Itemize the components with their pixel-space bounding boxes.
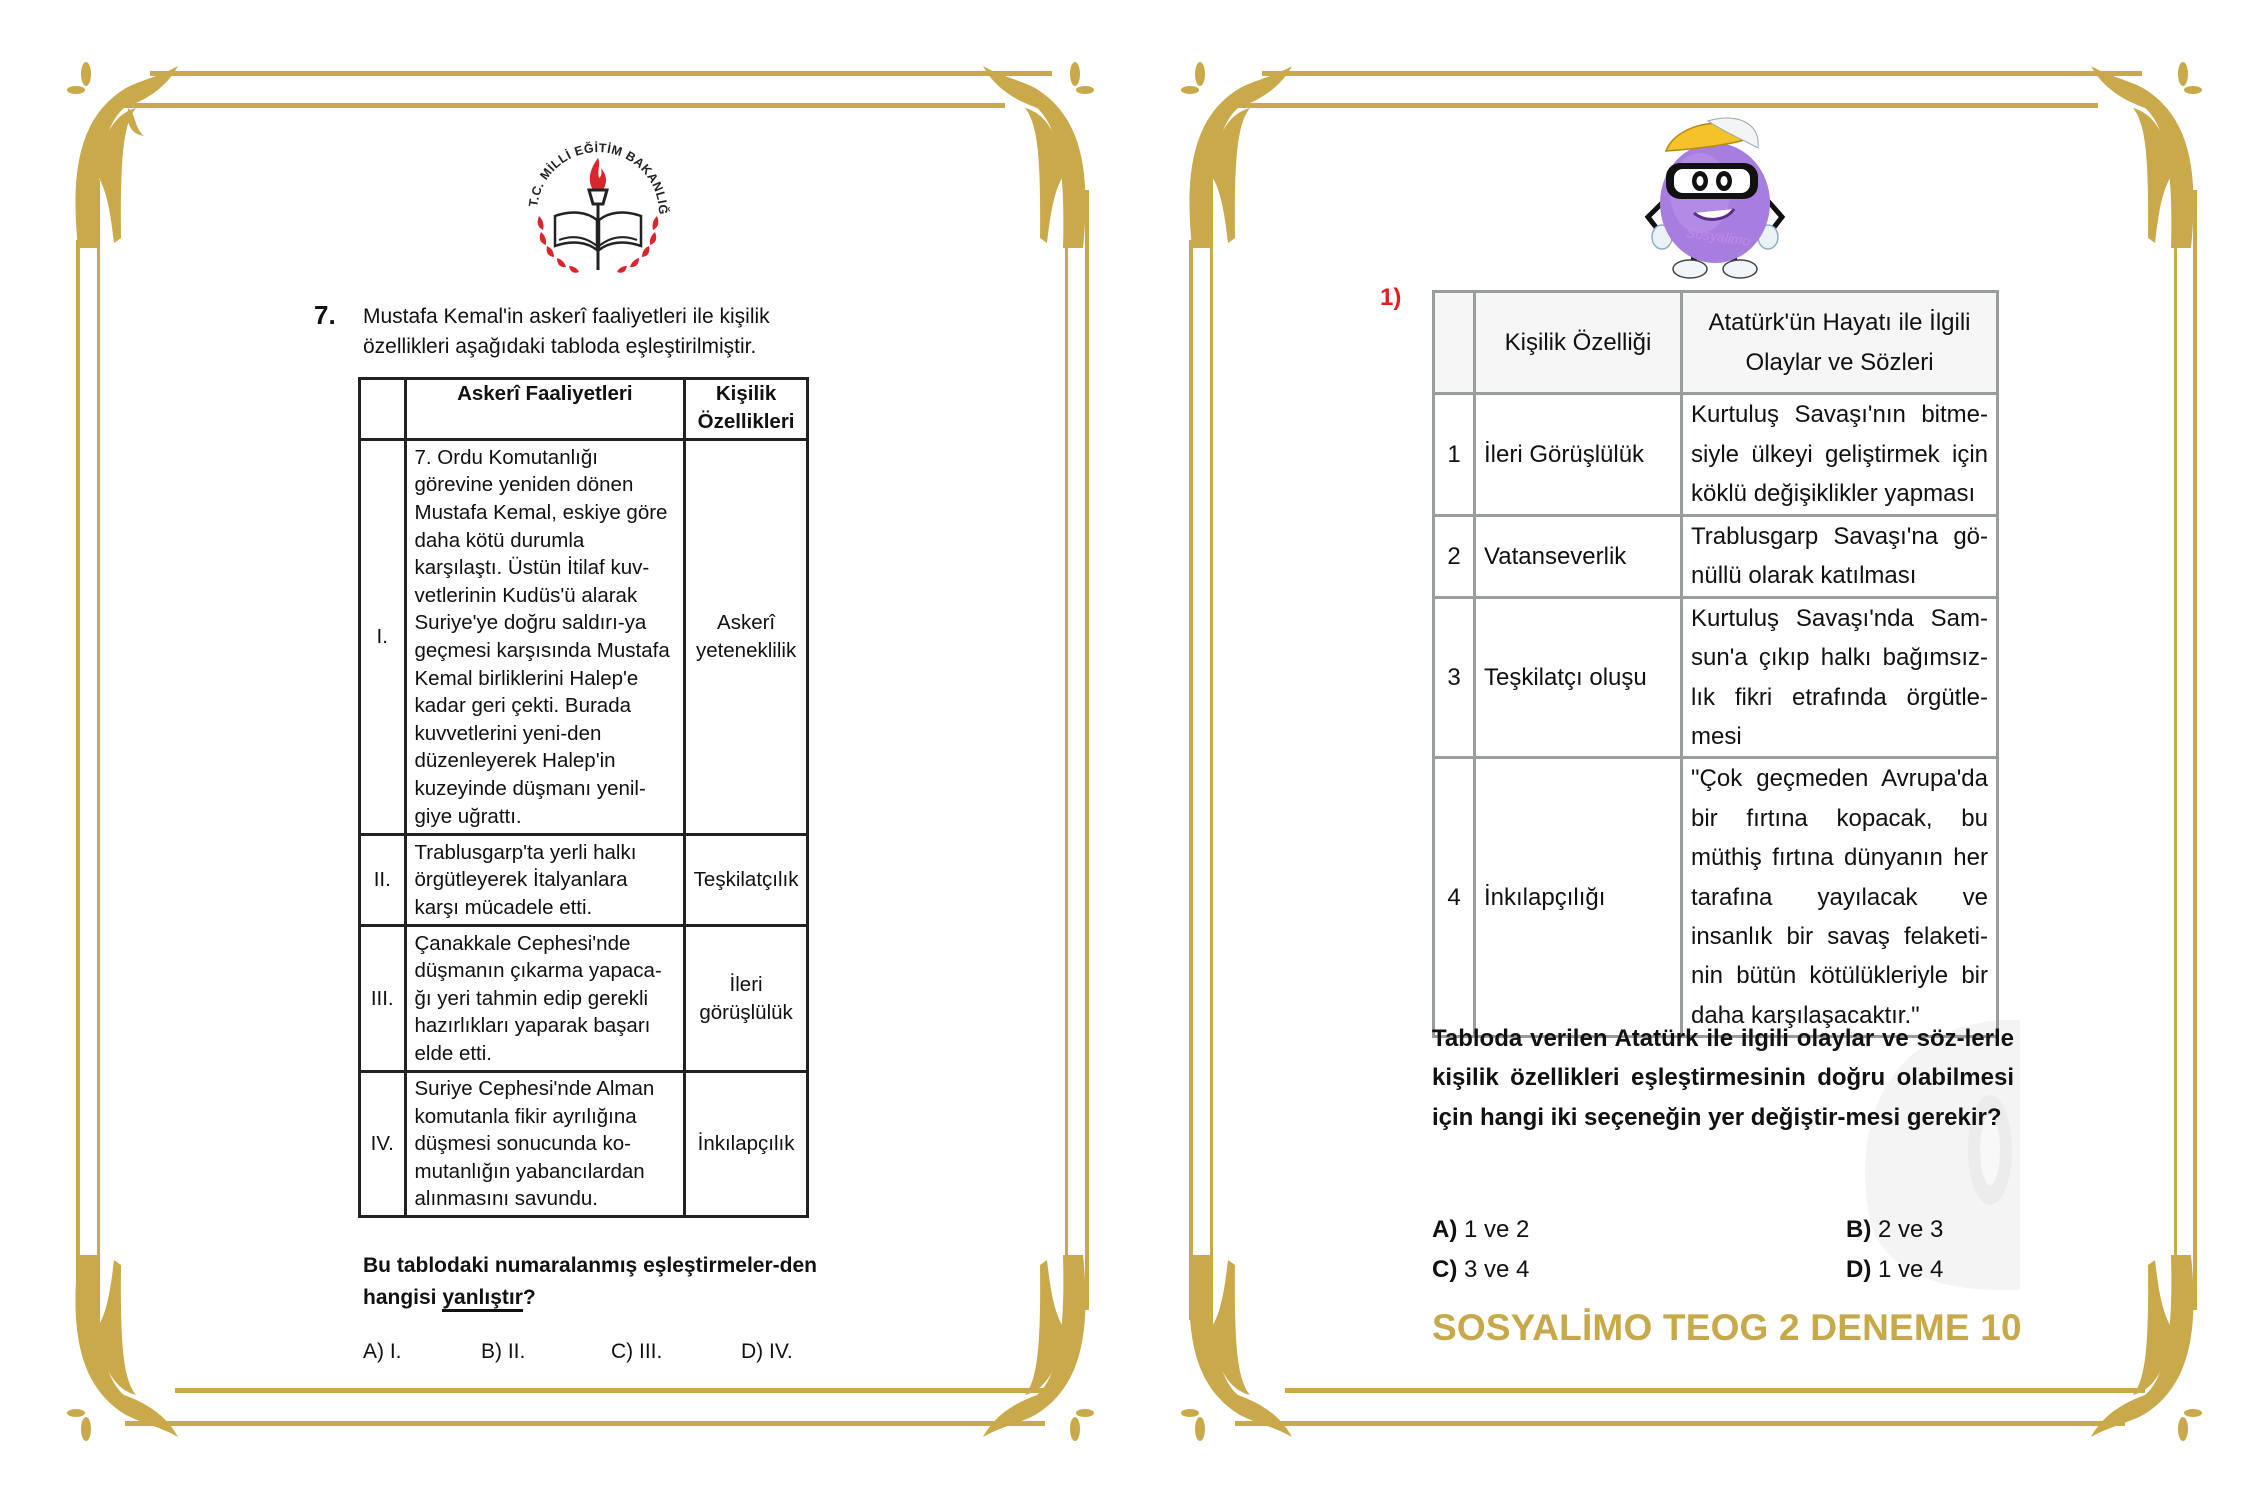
option-a[interactable]: A) I. — [363, 1340, 402, 1363]
corner-ornament-icon — [2083, 58, 2203, 258]
question-intro: Mustafa Kemal'in askerî faaliyetleri ile kişilik özellikleri aşağıdaki tabloda eşleştirilmiştir. — [363, 305, 770, 358]
table-row — [1434, 516, 1998, 598]
option-d[interactable] — [1846, 1256, 1943, 1284]
question-number: 1) — [1380, 284, 1402, 311]
question-suffix: ? — [522, 1286, 536, 1309]
corner-ornament-icon — [975, 58, 1095, 258]
question-prompt — [363, 1250, 863, 1314]
frame-line — [2174, 180, 2177, 1320]
meb-logo-icon — [515, 117, 679, 283]
option-text: 3 ve 4 — [1464, 1256, 1530, 1283]
option-text: 1 ve 4 — [1878, 1256, 1944, 1283]
table-row — [360, 440, 808, 835]
option-c[interactable] — [1432, 1256, 1529, 1284]
activity-cell: Çanakkale Cephesi'nde düşmanın çıkarma yapaca-ğı yeri tahmin edip gerekli hazırlıkları yaparak başarı elde etti. — [405, 926, 685, 1072]
row-number: 2 — [1434, 516, 1475, 598]
corner-ornament-icon — [1180, 1245, 1300, 1445]
question-number: 7. — [314, 300, 336, 330]
table-header-cell: Atatürk'ün Hayatı ile İlgili Olaylar ve Sözleri — [1682, 292, 1998, 394]
corner-ornament-icon — [66, 1245, 186, 1445]
frame-line — [150, 71, 1052, 76]
option-letter: D) — [1846, 1256, 1872, 1283]
trait-cell: İnkılapçılık — [685, 1072, 808, 1217]
question-prefix: Bu tablodaki numaralanmış eşleştirmeler-den hangisi — [363, 1254, 817, 1309]
table-header-cell — [1434, 292, 1475, 394]
table-header-row — [1434, 292, 1998, 394]
option-text: 1 ve 2 — [1464, 1216, 1530, 1243]
option-b[interactable]: B) II. — [481, 1340, 526, 1363]
activity-cell: Trablusgarp'ta yerli halkı örgütleyerek İtalyanlara karşı mücadele etti. — [405, 835, 685, 926]
frame-line — [1238, 103, 2098, 108]
option-d[interactable]: D) IV. — [741, 1340, 793, 1363]
frame-line — [1065, 180, 1068, 1320]
activity-cell: Suriye Cephesi'nde Alman komutanla fikir ayrılığına düşmesi sonucunda ko-mutanlığın yabancılardan alınmasını savundu. — [405, 1072, 685, 1217]
traits-table — [1432, 290, 1999, 1038]
activities-table — [358, 377, 809, 1218]
mascot-icon — [1636, 113, 1794, 283]
question-emphasis: yanlıştır — [442, 1286, 523, 1312]
frame-line — [125, 1421, 1045, 1426]
frame-line — [1210, 180, 1213, 1330]
frame-line — [1285, 1388, 2145, 1393]
mascot-label: Sosyalimo — [1685, 224, 1752, 249]
trait-cell: İleri görüşlülük — [685, 926, 808, 1072]
row-number: 4 — [1434, 758, 1475, 1037]
question-prompt: Tabloda verilen Atatürk ile ilgili olaylar ve söz-lerle kişilik özellikleri eşleştirmesinin doğru olabilmesi için hangi iki seçeneğin yer değiştir-mesi gerekir? — [1432, 1025, 2014, 1131]
table-header-cell — [360, 379, 406, 440]
event-cell: Kurtuluş Savaşı'nın bitme-siyle ülkeyi geliştirmek için köklü değişiklikler yapması — [1682, 394, 1998, 516]
frame-line — [76, 240, 80, 1320]
frame-line — [97, 180, 100, 1330]
option-text: 2 ve 3 — [1878, 1216, 1944, 1243]
row-number: III. — [360, 926, 406, 1072]
frame-line — [1235, 1421, 2125, 1426]
trait-cell: İnkılapçılığı — [1475, 758, 1682, 1037]
row-number: 1 — [1434, 394, 1475, 516]
row-number: I. — [360, 440, 406, 835]
row-number: IV. — [360, 1072, 406, 1217]
table-row — [1434, 394, 1998, 516]
frame-line — [1085, 190, 1089, 1310]
table-row — [360, 1072, 808, 1217]
event-cell: Kurtuluş Savaşı'nda Sam-sun'a çıkıp halkı bağımsız-lık fikri etrafında örgütle-mesi — [1682, 597, 1998, 758]
option-letter: A) — [1432, 1216, 1458, 1243]
trait-cell: İleri Görüşlülük — [1475, 394, 1682, 516]
table-header-cell: Kişilik Özellikleri — [685, 379, 808, 440]
exam-title: SOSYALİMO TEOG 2 DENEME 10 — [1432, 1307, 2022, 1348]
table-row — [1434, 597, 1998, 758]
trait-cell: Askerî yeteneklilik — [685, 440, 808, 835]
trait-cell: Teşkilatçı oluşu — [1475, 597, 1682, 758]
corner-ornament-icon — [66, 58, 186, 258]
table-row — [360, 926, 808, 1072]
frame-line — [125, 103, 1005, 108]
row-number: 3 — [1434, 597, 1475, 758]
row-number: II. — [360, 835, 406, 926]
option-c[interactable]: C) III. — [611, 1340, 663, 1363]
corner-ornament-icon — [2083, 1245, 2203, 1445]
corner-ornament-icon — [975, 1245, 1095, 1445]
table-row — [360, 835, 808, 926]
option-a[interactable] — [1432, 1216, 1529, 1244]
logo-text: T.C. MİLLİ EĞİTİM BAKANLIĞI — [515, 117, 671, 216]
option-letter: B) — [1846, 1216, 1872, 1243]
event-cell: "Çok geçmeden Avrupa'da bir fırtına kopacak, bu müthiş fırtına dünyanın her tarafına yayılacak ve insanlık bir savaş felaketi-nin bütün kötülükleriyle bir daha karşılaşacaktır." — [1682, 758, 1998, 1037]
frame-line — [1189, 240, 1193, 1320]
event-cell: Trablusgarp Savaşı'na gö-nüllü olarak katılması — [1682, 516, 1998, 598]
trait-cell: Teşkilatçılık — [685, 835, 808, 926]
activity-cell: 7. Ordu Komutanlığı görevine yeniden dönen Mustafa Kemal, eskiye göre daha kötü durumla karşılaştı. Üstün İtilaf kuv-vetlerinin Kudüs'ü alarak Suriye'ye doğru saldırı-ya geçmesi karşısında Mustafa Kemal birliklerini Halep'e kadar geri çekti. Burada kuvvetlerini yeni-den düzenleyerek Halep'in kuzeyinde düşmanı yenil-giye uğrattı. — [405, 440, 685, 835]
option-letter: C) — [1432, 1256, 1458, 1283]
table-header-row — [360, 379, 808, 440]
table-header-cell: Kişilik Özelliği — [1475, 292, 1682, 394]
trait-cell: Vatanseverlik — [1475, 516, 1682, 598]
frame-line — [2193, 190, 2197, 1310]
frame-line — [175, 1388, 1055, 1393]
table-header-cell: Askerî Faaliyetleri — [405, 379, 685, 440]
corner-ornament-icon — [1180, 58, 1300, 258]
option-b[interactable] — [1846, 1216, 1943, 1244]
frame-line — [1262, 71, 2142, 76]
table-row — [1434, 758, 1998, 1037]
